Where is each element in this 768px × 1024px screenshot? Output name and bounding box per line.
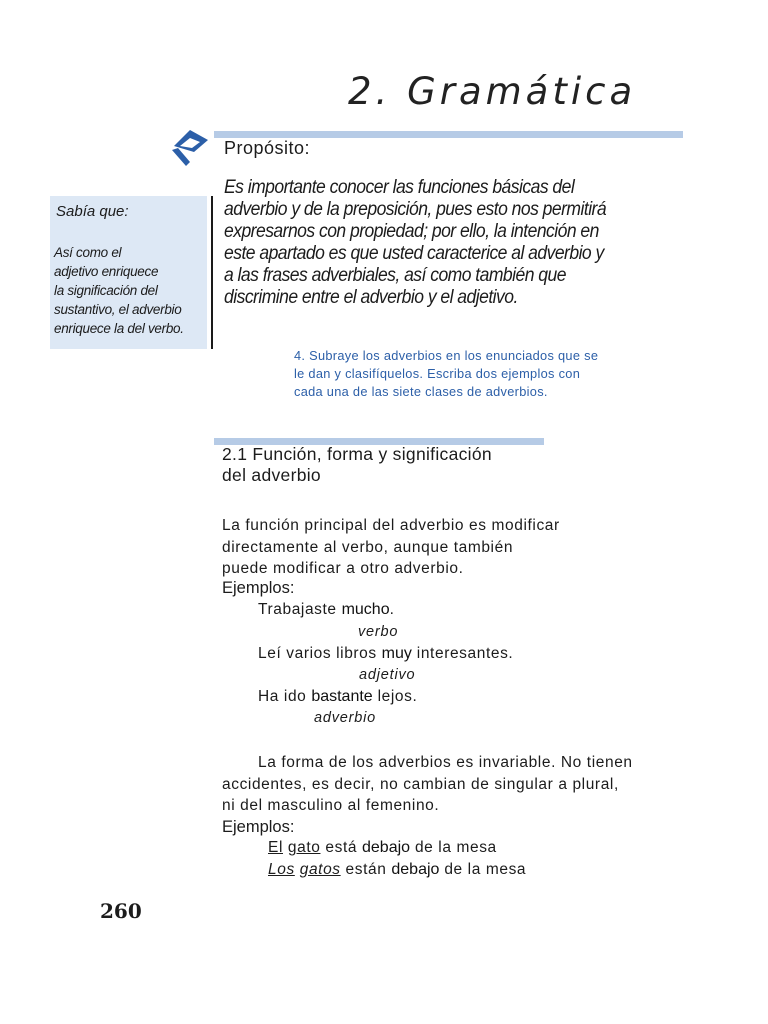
paragraph-line: La función principal del adverbio es modificar [222,517,560,534]
example-sentence: Trabajaste mucho. [258,601,395,618]
sidebar-line: enriquece la del verbo. [54,321,184,336]
chapter-title: 2. Gramática [348,70,637,113]
diamond-arrow-icon [168,126,212,170]
exercise-instruction [294,347,654,401]
purpose-label: Propósito: [224,138,311,158]
purpose-line: expresarnos con propiedad; por ello, la intención en [224,220,599,242]
sidebar-divider [211,196,213,349]
purpose-line: este apartado es que usted caracterice al adverbio y [224,242,604,264]
example-sentence: Ha ido bastante lejos. [258,688,418,705]
purpose-line: a las frases adverbiales, así como también que [224,264,566,286]
adverb-highlight: debajo [391,861,440,878]
examples-label: Ejemplos: [222,579,295,597]
purpose-line: Es importante conocer las funciones básicas del [224,176,575,198]
section-title [222,444,582,486]
adverb-highlight: muy [381,645,412,662]
adverb-highlight: debajo [362,839,411,856]
sidebar-title: Sabía que: [56,203,129,220]
section-title-line: del adverbio [222,465,321,485]
sidebar-line: sustantivo, el adverbio [54,302,182,317]
paragraph-line: ni del masculino al femenino. [222,797,440,814]
examples-label: Ejemplos: [222,818,295,836]
example-sentence: El gato está debajo de la mesa [268,839,497,856]
sidebar-line: la significación del [54,283,158,298]
paragraph-line: directamente al verbo, aunque también [222,538,514,556]
top-rule [214,131,683,138]
exercise-line: le dan y clasifíquelos. Escriba dos ejemplos con [294,366,581,381]
paragraph-line: puede modificar a otro adverbio. [222,560,464,577]
exercise-line: 4. Subraye los adverbios en los enunciados que se [294,348,599,363]
sidebar-text [54,243,209,338]
purpose-line: adverbio y de la preposición, pues esto nos permitirá [224,198,607,220]
example-gloss: adjetivo [359,667,416,683]
sidebar-line: Así como el [54,245,122,260]
example-gloss: verbo [358,624,399,640]
example-sentence: Leí varios libros muy interesantes. [258,645,514,662]
purpose-text [224,176,647,308]
example-gloss: adverbio [314,710,377,726]
purpose-line: discrimine entre el adverbio y el adjetivo. [224,286,518,308]
paragraph-form [222,752,672,817]
section-title-line: 2.1 Función, forma y significación [222,444,492,464]
adverb-highlight: bastante [311,688,373,705]
paragraph-line: accidentes, es decir, no cambian de singular a plural, [222,775,619,793]
sidebar-line: adjetivo enriquece [54,264,159,279]
exercise-line: cada una de las siete clases de adverbios. [294,384,548,399]
paragraph-function [222,515,642,580]
paragraph-line: La forma de los adverbios es invariable. No tienen [258,754,633,771]
adverb-highlight: mucho [341,601,390,618]
example-sentence: Los gatos están debajo de la mesa [268,861,527,878]
page-number: 260 [100,899,142,923]
